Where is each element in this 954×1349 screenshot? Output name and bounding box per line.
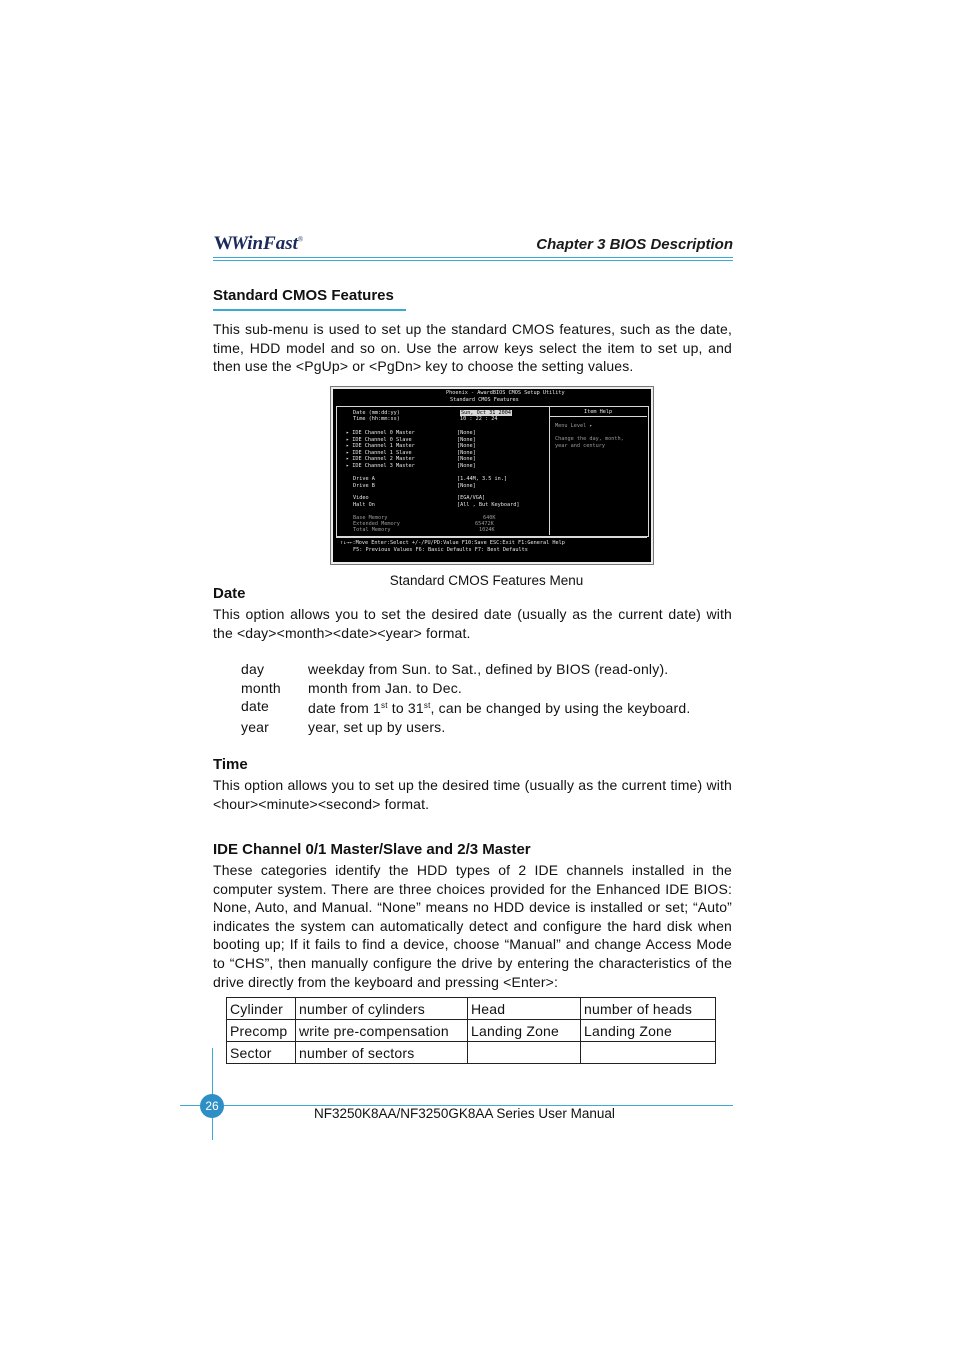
- bios-help-menu-level: Menu Level ▸: [555, 423, 593, 429]
- bios-drive-b-value[interactable]: [None]: [457, 482, 476, 489]
- list-item: [241, 679, 690, 698]
- desc-day: weekday from Sun. to Sat., defined by BIOS (read-only).: [308, 661, 669, 677]
- table-row: [227, 1042, 716, 1064]
- table-cell: [468, 1042, 581, 1064]
- desc-date: [308, 697, 690, 718]
- registered-icon: ®: [297, 235, 304, 244]
- bios-help-line2: year and century: [555, 442, 605, 449]
- desc-date-sup1: st: [381, 701, 388, 711]
- term-year: year: [241, 718, 270, 735]
- bios-ide-0-label[interactable]: ▸ IDE Channel 0 Master: [346, 430, 415, 436]
- bios-ide-5-value[interactable]: [None]: [457, 462, 476, 469]
- winfast-logo: [214, 233, 303, 255]
- bios-help-line1: Change the day, month,: [555, 436, 624, 442]
- bios-screen: [333, 389, 651, 562]
- desc-year: year, set up by users.: [308, 718, 446, 735]
- bios-time-value[interactable]: 10 : 22 : 24: [460, 416, 498, 422]
- bios-halt-label: Halt On: [353, 501, 375, 508]
- table-cell: number of cylinders: [296, 998, 468, 1020]
- desc-date-sup2: st: [423, 701, 431, 711]
- list-item: [241, 660, 690, 679]
- bios-subtitle: Standard CMOS Features: [450, 397, 519, 403]
- bios-ide-5-label[interactable]: ▸ IDE Channel 3 Master: [346, 462, 415, 469]
- date-paragraph: This option allows you to set the desired date (usually as the current date) with the <day><month><date><year> format.: [213, 606, 732, 641]
- figure-caption: Standard CMOS Features Menu: [389, 573, 584, 588]
- table-cell: Landing Zone: [581, 1020, 716, 1042]
- table-cell: number of heads: [581, 998, 716, 1020]
- bios-base-mem-label: Base Memory: [353, 515, 388, 521]
- bios-ide-3-value[interactable]: [None]: [457, 449, 476, 456]
- table-cell: number of sectors: [296, 1042, 468, 1064]
- bios-ide-4-value[interactable]: [None]: [457, 456, 476, 462]
- table-cell: Cylinder: [227, 998, 296, 1020]
- bios-ide-1-label[interactable]: ▸ IDE Channel 0 Slave: [346, 436, 412, 443]
- table-cell: Head: [468, 998, 581, 1020]
- bios-drive-b-label: Drive B: [353, 482, 375, 489]
- bios-ide-1-value[interactable]: [None]: [457, 436, 476, 443]
- desc-date-part1: date from 1: [308, 700, 382, 717]
- manual-title: NF3250K8AA/NF3250GK8AA Series User Manual: [314, 1106, 615, 1121]
- bios-ide-4-label[interactable]: ▸ IDE Channel 2 Master: [346, 456, 415, 462]
- date-heading: Date: [213, 585, 246, 602]
- intro-paragraph: This sub-menu is used to set up the standard CMOS features, such as the date, time, HDD model and so on. Use the arrow keys select the item to set up, and then use the <PgUp> or <PgDn> key to choose the setting values.: [213, 321, 732, 375]
- header-rule-secondary: [213, 260, 733, 261]
- bios-date-label: Date (mm:dd:yy): [353, 410, 400, 416]
- section-title-underline: [213, 309, 406, 311]
- term-month: month: [241, 679, 281, 696]
- table-row: [227, 1020, 716, 1042]
- bios-total-mem-value: 1024K: [479, 527, 495, 533]
- chapter-title: Chapter 3 BIOS Description: [536, 236, 733, 253]
- desc-date-part2: to 31: [387, 700, 424, 717]
- bios-total-mem-label: Total Memory: [353, 527, 391, 533]
- bios-footer-line2: F5: Previous Values F6: Basic Defaults F7: Best Defaults: [353, 547, 528, 553]
- bios-video-value[interactable]: [EGA/VGA]: [457, 495, 486, 501]
- logo-mark-icon: W: [214, 233, 231, 254]
- bios-divider: [549, 406, 550, 535]
- date-field-list: [241, 660, 690, 736]
- bios-ext-mem-label: Extended Memory: [353, 521, 400, 527]
- bios-time-label: Time (hh:mm:ss): [353, 416, 400, 422]
- bios-drive-a-value[interactable]: [1.44M, 3.5 in.]: [457, 476, 507, 482]
- section-title: Standard CMOS Features: [213, 287, 394, 304]
- term-day: day: [241, 661, 265, 677]
- table-cell: [581, 1042, 716, 1064]
- bios-ide-3-label[interactable]: ▸ IDE Channel 1 Slave: [346, 449, 412, 456]
- bios-footer-line1: ↑↓→←:Move Enter:Select +/-/PU/PD:Value F10:Save ESC:Exit F1:General Help: [340, 540, 565, 546]
- header-rule: [213, 257, 733, 258]
- bios-halt-value[interactable]: [All , But Keyboard]: [457, 501, 520, 508]
- list-item: [241, 697, 690, 718]
- list-item: [241, 718, 690, 737]
- time-paragraph: This option allows you to set up the desired time (usually as the current time) with <hour><minute><second> format.: [213, 777, 732, 812]
- bios-screenshot: [330, 386, 654, 565]
- bios-help-title: Item Help: [584, 409, 613, 415]
- ide-paragraph: These categories identify the HDD types of 2 IDE channels installed in the computer system. There are three choices provided for the Enhanced IDE BIOS: None, Auto, and Manual. “None” means no HDD device is installed or set; “Auto” indicates the system can automatically detect and configure the hard disk when booting up; If it fails to find a device, choose “Manual” and change Access Mode to “CHS”, then manually configure the drive by entering the characteristics of the drive directly from the keyboard and pressing <Enter>:: [213, 862, 732, 990]
- table-cell: write pre-compensation: [296, 1020, 468, 1042]
- table-cell: Sector: [227, 1042, 296, 1064]
- bios-ext-mem-value: 65472K: [475, 521, 494, 527]
- desc-date-part3: , can be changed by using the keyboard.: [430, 700, 691, 717]
- drive-parameters-table: [226, 997, 716, 1064]
- page-number: 26: [200, 1094, 224, 1118]
- bios-ide-0-value[interactable]: [None]: [457, 430, 476, 436]
- desc-month: month from Jan. to Dec.: [308, 679, 462, 696]
- time-heading: Time: [213, 756, 248, 773]
- bios-ide-2-label[interactable]: ▸ IDE Channel 1 Master: [346, 443, 415, 449]
- bios-video-label: Video: [353, 495, 369, 501]
- table-cell: Landing Zone: [468, 1020, 581, 1042]
- bios-title: Phoenix - AwardBIOS CMOS Setup Utility: [446, 390, 565, 396]
- bios-ide-2-value[interactable]: [None]: [457, 443, 476, 449]
- bios-drive-a-label: Drive A: [353, 476, 375, 482]
- table-cell: Precomp: [227, 1020, 296, 1042]
- table-row: [227, 998, 716, 1020]
- bios-help-divider: [549, 416, 647, 417]
- bios-base-mem-value: 640K: [483, 515, 496, 521]
- ide-heading: IDE Channel 0/1 Master/Slave and 2/3 Master: [213, 841, 531, 858]
- bios-date-selected: Sun, Oct 31 2004: [461, 410, 511, 416]
- logo-text: WinFast: [231, 233, 298, 254]
- term-date: date: [241, 698, 270, 715]
